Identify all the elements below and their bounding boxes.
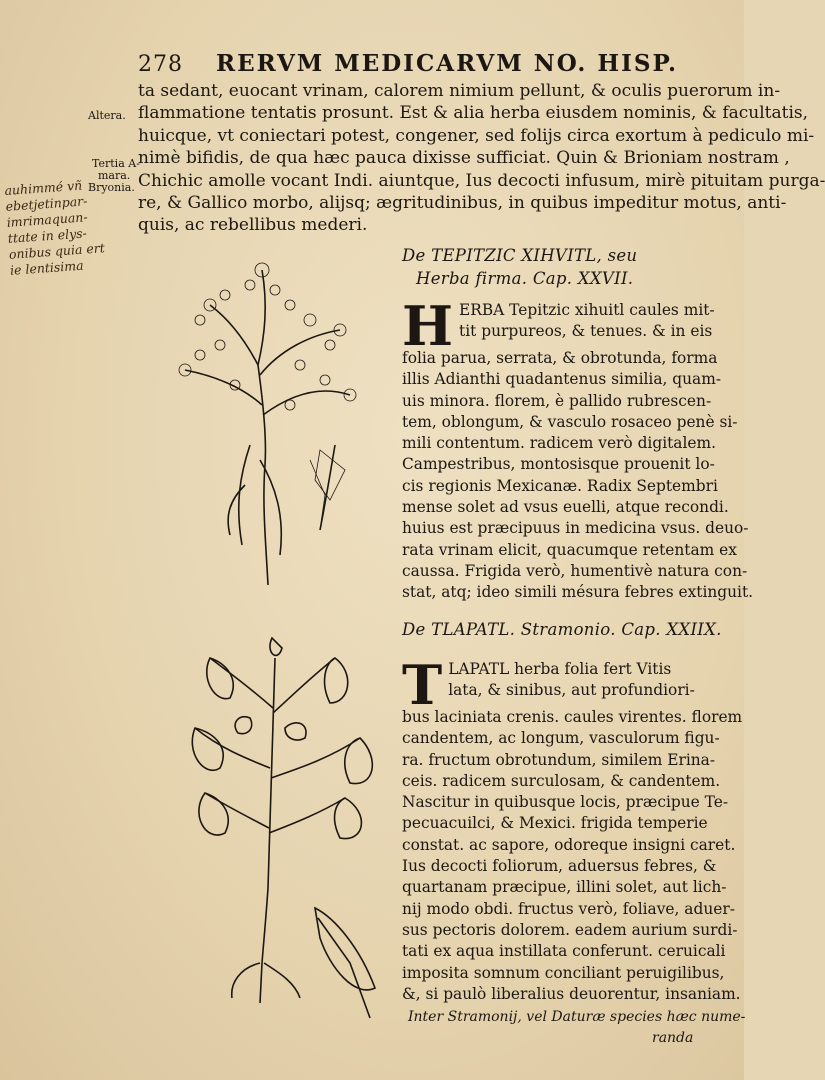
body-line: candentem, ac longum, vasculorum figu- (402, 729, 720, 748)
body-line: ERBA Tepitzic xihuitl caules mit- (459, 301, 715, 319)
body-line: tem, oblongum, & vasculo rosaceo penè si- (402, 412, 738, 431)
chapter-body (402, 294, 754, 604)
drop-capital: H (402, 294, 454, 358)
body-line: uis minora. florem, è pallido rubrescen- (402, 391, 712, 410)
body-line: Ius decocti foliorum, aduersus febres, & (402, 857, 717, 876)
note-line: Inter Stramonij, vel Daturæ species hæc nume- (408, 1009, 746, 1026)
text-line: Chichic amolle vocant Indi. aiuntque, Ius decocti infusum, mirè pituitam purga- (138, 170, 825, 191)
body-line: rata vrinam elicit, quacumque retentam ex (402, 540, 737, 559)
body-line: mili contentum. radicem verò digitalem. (402, 434, 716, 453)
body-line: tit purpureos, & tenues. & in eis (459, 322, 713, 341)
handwritten-line: imrimaquan- (6, 209, 89, 230)
text-line: ta sedant, euocant vrinam, calorem nimium pellunt, & oculis puerorum in- (138, 81, 781, 101)
body-line: quartanam præcipue, illini solet, aut lich- (402, 878, 727, 897)
body-line: &, si paulò liberalius deuorentur, insaniam. (402, 984, 741, 1003)
chapter-title: De TLAPATL. Stramonio. Cap. XXIIX. (402, 620, 722, 639)
body-line: cis regionis Mexicanæ. Radix Septembri (402, 476, 718, 495)
note-line: randa (652, 1030, 694, 1047)
body-line: Campestribus, montosisque prouenit lo- (402, 455, 715, 474)
body-line: lata, & sinibus, aut profundiori- (448, 681, 695, 700)
body-line: huius est præcipuus in medicina vsus. deuo- (402, 519, 749, 538)
handwritten-line: ie lentisima (9, 257, 85, 278)
top-paragraph (138, 80, 825, 237)
margin-note-tertia-1: Tertia A- (92, 157, 140, 170)
body-line: stat, atq; ideo simili mésura febres extinguit. (402, 583, 754, 602)
running-title: RERVM MEDICARVM NO. HISP. (216, 50, 679, 77)
margin-note-altera: Altera. (88, 109, 126, 122)
handwritten-line: auhimmé vñ (4, 177, 83, 198)
body-line: mense solet ad vsus euelli, atque recondi. (402, 498, 729, 517)
text-line: flammatione tentatis prosunt. Est & alia herba eiusdem nominis, & facultatis, (138, 103, 809, 124)
body-line: sus pectoris dolorem. eadem aurium surdi- (402, 920, 738, 939)
chapter-28 (402, 618, 746, 1049)
handwritten-line: ebetjetinpar- (5, 193, 88, 214)
body-line: folia parua, serrata, & obrotunda, forma (402, 349, 718, 367)
text-line: huicque, vt coniectari potest, congener, sed folijs circa exortum à pediculo mi- (138, 125, 815, 146)
text-line: quis, ac rebellibus mederi. (138, 215, 368, 236)
drop-capital: T (402, 653, 443, 717)
woodcut-tlapatl-plant (160, 618, 400, 1038)
chapter-27 (402, 244, 754, 604)
handwritten-annotation (4, 176, 110, 279)
body-line: tati ex aqua instillata conferunt. ceruicali (402, 942, 726, 961)
text-line: re, & Gallico morbo, alijsq; ægritudinibus, in quibus impeditur motus, anti- (138, 193, 787, 214)
margin-note-tertia-3: Bryonia. (88, 181, 135, 194)
body-line: bus laciniata crenis. caules virentes. florem (402, 708, 743, 726)
handwritten-line: onibus quia ert (8, 240, 106, 262)
handwritten-line: ttate in elys- (7, 225, 88, 246)
body-line: caussa. Frigida verò, humentivè natura con- (402, 561, 748, 580)
body-line: pecuacuilci, & Mexici. frigida temperie (402, 814, 708, 833)
page-number: 278 (138, 52, 183, 77)
woodcut-tepitzic-plant (150, 245, 390, 595)
body-line: Nascitur in quibusque locis, præcipue Te- (402, 793, 729, 812)
body-line: ra. fructum obrotundum, similem Erina- (402, 750, 716, 769)
body-line: illis Adianthi quadantenus similia, quam- (402, 370, 722, 389)
body-line: constat. ac sapore, odoreque insigni caret. (402, 835, 736, 854)
chapter-body (402, 653, 743, 1005)
body-line: LAPATL herba folia fert Vitis (448, 660, 672, 678)
text-line: nimè bifidis, de qua hæc pauca dixisse sufficiat. Quin & Brioniam nostram , (138, 148, 790, 169)
body-line: ceis. radicem surculosam, & candentem. (402, 771, 721, 790)
page-header (138, 48, 698, 82)
body-line: imposita somnum conciliant peruigilibus, (402, 963, 725, 982)
margin-note-tertia-2: mara. (98, 169, 131, 182)
body-line: nij modo obdi. fructus verò, foliave, aduer- (402, 899, 735, 918)
chapter-title-line: De TEPITZIC XIHVITL, seu (402, 246, 638, 265)
chapter-title-line: Herba firma. Cap. XXVII. (416, 269, 634, 288)
